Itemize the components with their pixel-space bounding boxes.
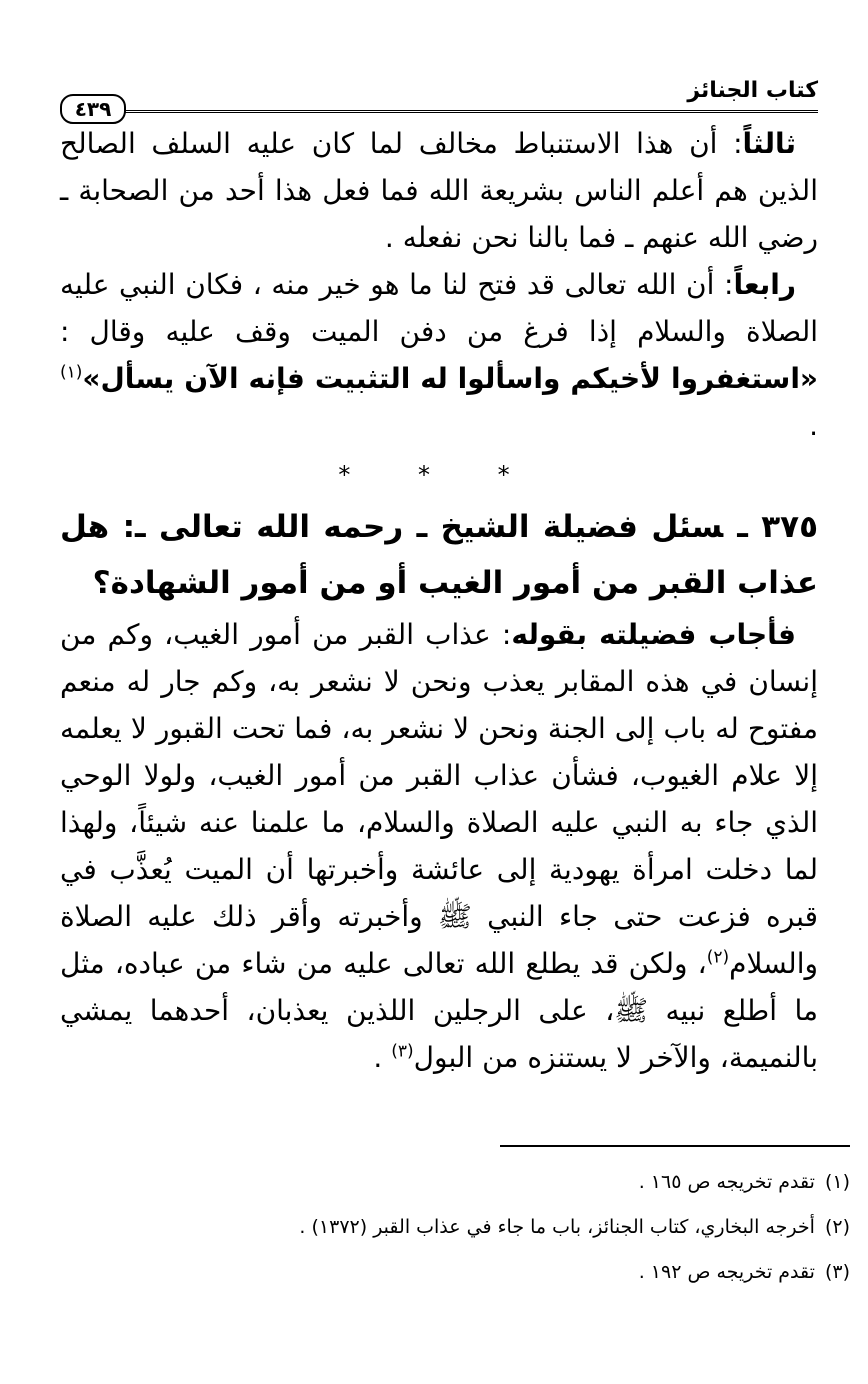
footnote-text: تقدم تخريجه ص ١٩٢ .: [638, 1261, 815, 1283]
footnote-text: أخرجه البخاري، كتاب الجنائز، باب ما جاء في عذاب القبر (١٣٧٢) .: [299, 1216, 815, 1238]
page-number: ٤٣٩: [60, 94, 126, 124]
question-number: ٣٧٥ ـ: [737, 509, 819, 545]
page: [60, 72, 818, 1081]
footnote-number: (١): [824, 1171, 850, 1193]
paragraph-rabian: [60, 261, 818, 449]
footnote-text: تقدم تخريجه ص ١٦٥ .: [638, 1171, 815, 1193]
answer-text-2: ، ولكن قد يطلع الله تعالى عليه من شاء من عباده، مثل ما أطلع نبيه ﷺ، على الرجلين اللذين يعذبان، أحدهما يمشي بالنميمة، والآخر لا يستنزه من البول: [60, 947, 818, 1074]
footnote-item: [110, 1250, 850, 1295]
footnote-rule: [500, 1145, 850, 1147]
footnote-ref: (٣): [391, 1041, 414, 1062]
footnote-number: (٢): [824, 1216, 850, 1238]
answer-label: فأجاب فضيلته بقوله: [511, 618, 796, 651]
paragraph-end: .: [809, 409, 818, 442]
answer-paragraph: [60, 611, 818, 1081]
answer-text-1: : عذاب القبر من أمور الغيب، وكم من إنسان في هذه المقابر يعذب ونحن لا نشعر به، وكم جار له منعم مفتوح له باب إلى الجنة ونحن لا نشعر به، فما تحت القبور لا يعلمه إلا علام الغيوب، فشأن عذاب القبر من أمور الغيب، ولولا الوحي الذي جاء به النبي عليه الصلاة والسلام، ما علمنا عنه شيئاً، ولهذا لما دخلت امرأة يهودية إلى عائشة وأخبرتها أن الميت يُعذَّب في قبره فزعت حتى جاء النبي ﷺ وأخبرته وأقر ذلك عليه الصلاة والسلام: [60, 618, 818, 980]
paragraph-thalithan: [60, 120, 818, 261]
paragraph-text: : أن الله تعالى قد فتح لنا ما هو خير منه ، فكان النبي عليه الصلاة والسلام إذا فرغ من دفن الميت وقف عليه وقال :: [60, 268, 818, 348]
body-text: [60, 120, 818, 1081]
hadith-quote: «استغفروا لأخيكم واسألوا له التثبيت فإنه الآن يسأل»: [82, 362, 818, 395]
answer-end: .: [373, 1041, 392, 1074]
section-separator: * * *: [338, 461, 540, 489]
paragraph-label: ثالثاً: [742, 127, 796, 160]
footnotes: [110, 1160, 850, 1295]
footnote-ref: (٢): [706, 947, 730, 968]
paragraph-label: رابعاً: [733, 268, 796, 301]
footnote-item: [110, 1160, 850, 1205]
paragraph-text: : أن هذا الاستنباط مخالف لما كان عليه السلف الصالح الذين هم أعلم الناس بشريعة الله فما فعل هذا أحد من الصحابة ـ رضي الله عنهم ـ فما بالنا نحن نفعله .: [60, 127, 818, 254]
footnote-item: [110, 1205, 850, 1250]
header-rule: [112, 110, 818, 113]
question-text: سئل فضيلة الشيخ ـ رحمه الله تعالى ـ: هل عذاب القبر من أمور الغيب أو من أمور الشهادة؟: [60, 509, 818, 601]
footnote-ref: (١): [60, 362, 83, 383]
running-header: [60, 72, 818, 121]
book-title: كتاب الجنائز: [687, 78, 818, 103]
footnote-number: (٣): [824, 1261, 850, 1283]
question-heading: [60, 499, 818, 611]
